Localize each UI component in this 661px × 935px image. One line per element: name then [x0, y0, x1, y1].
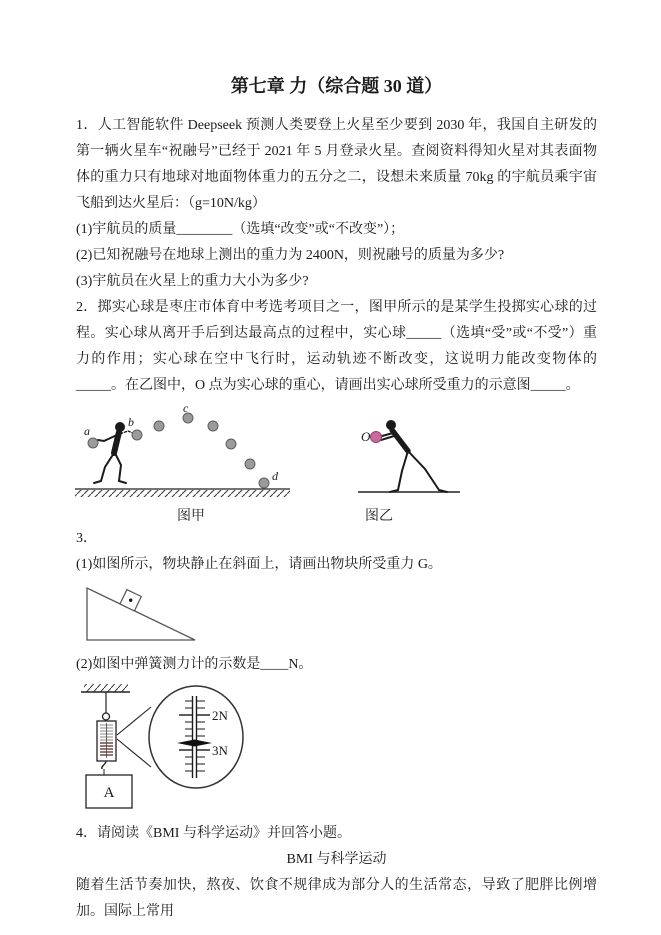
point-label-c: c [183, 403, 189, 415]
article-paragraph: 随着生活节奏加快，熬夜、饮食不规律成为部分人的生活常态，导致了肥胖比例增加。国际上常用 [76, 878, 597, 919]
block-center-dot [129, 599, 132, 602]
throw-sequence-figure [70, 403, 470, 524]
callout-line-bottom [117, 739, 151, 767]
q3-part1-line: (1)如图所示，物块静止在斜面上，请画出物块所受重力 G。 [76, 557, 442, 572]
spring-scale-figure [76, 680, 336, 815]
tick-label-2n: 2N [212, 708, 228, 723]
q1-intro-paragraph: 1．人工智能软件 Deepseek 预测人类要登上火星至少要到 2030 年，我国自主研发的第一辆火星车“祝融号”已经于 2021 年 5 月登录火星。查阅资料得知火星对其表面物体的重力只有地球对地面物体重力的五分之二，设想未来质量 70kg 的宇航员乘宇宙飞船到达火星后：（g=10N/kg） [76, 118, 597, 211]
q3-incline-figure [80, 580, 220, 646]
q1-part3-line: (3)宇航员在火星上的重力大小为多少? [76, 274, 309, 289]
trajectory-ball-a [88, 438, 98, 448]
trajectory-ball [154, 421, 164, 431]
figure-a-ground-hatching [75, 490, 290, 497]
ceiling-hatching [84, 684, 128, 692]
trajectory-ball [226, 439, 236, 449]
point-label-a: a [84, 424, 90, 438]
q3-number-line: 3． [76, 531, 97, 546]
q3-spring-figure [76, 680, 336, 815]
point-label-b: b [128, 415, 134, 429]
thrower-a-foot [94, 481, 101, 483]
q1-part1-line: (1)宇航员的质量________（选填“改变”或“不改变”）； [76, 222, 405, 237]
thrower-b-arm [382, 433, 393, 436]
thrower-b-back-leg [408, 451, 439, 490]
figure-a-caption: 图甲 [177, 509, 205, 524]
trajectory-ball-d [259, 478, 269, 488]
q4-intro-line: 4．请阅读《BMI 与科学运动》并回答小题。 [76, 826, 351, 841]
thrower-b-torso [392, 430, 408, 451]
thrower-a-foot2 [119, 481, 126, 483]
trajectory-ball-b [132, 430, 142, 440]
page-title: 第七章 力（综合题 30 道） [230, 76, 443, 96]
trajectory-ball [208, 421, 218, 431]
q2-intro-paragraph: 2．掷实心球是枣庄市体育中考选考项目之一，图甲所示的是某学生投掷实心球的过程。实心球从离开手后到达最高点的过程中，实心球_____（选填“受”或“不受”）重力的作用；实心球在空中飞行时，运动轨迹不断改变，这说明力能改变物体的_____。在乙图中，O 点为实心球的重心，请画出实心球所受重力的示意图_____。 [76, 300, 597, 393]
q2-figures [70, 403, 470, 524]
incline-figure [80, 580, 220, 646]
shot-put-ball [371, 432, 382, 443]
thrower-figure-b [381, 420, 447, 492]
trajectory-ball [245, 459, 255, 469]
center-point-label: O [361, 429, 371, 444]
thrower-a-front-leg [101, 453, 114, 481]
scale-hook [102, 761, 106, 769]
scale-top-ring [103, 713, 110, 720]
thrower-a-back-leg [115, 453, 121, 481]
article-title: BMI 与科学运动 [286, 852, 387, 867]
q1-part2-line: (2)已知祝融号在地球上测出的重力为 2400N，则祝融号的质量为多少? [76, 248, 505, 263]
figure-b-caption: 图乙 [365, 509, 393, 524]
q3-part2-line: (2)如图中弹簧测力计的示数是____N。 [76, 657, 313, 672]
callout-line-top [117, 707, 151, 735]
thrower-b-front-leg [398, 451, 408, 490]
weight-label: A [103, 785, 115, 801]
tick-label-3n: 3N [212, 743, 228, 758]
thrower-figure-a [94, 422, 133, 483]
point-label-d: d [272, 469, 278, 483]
